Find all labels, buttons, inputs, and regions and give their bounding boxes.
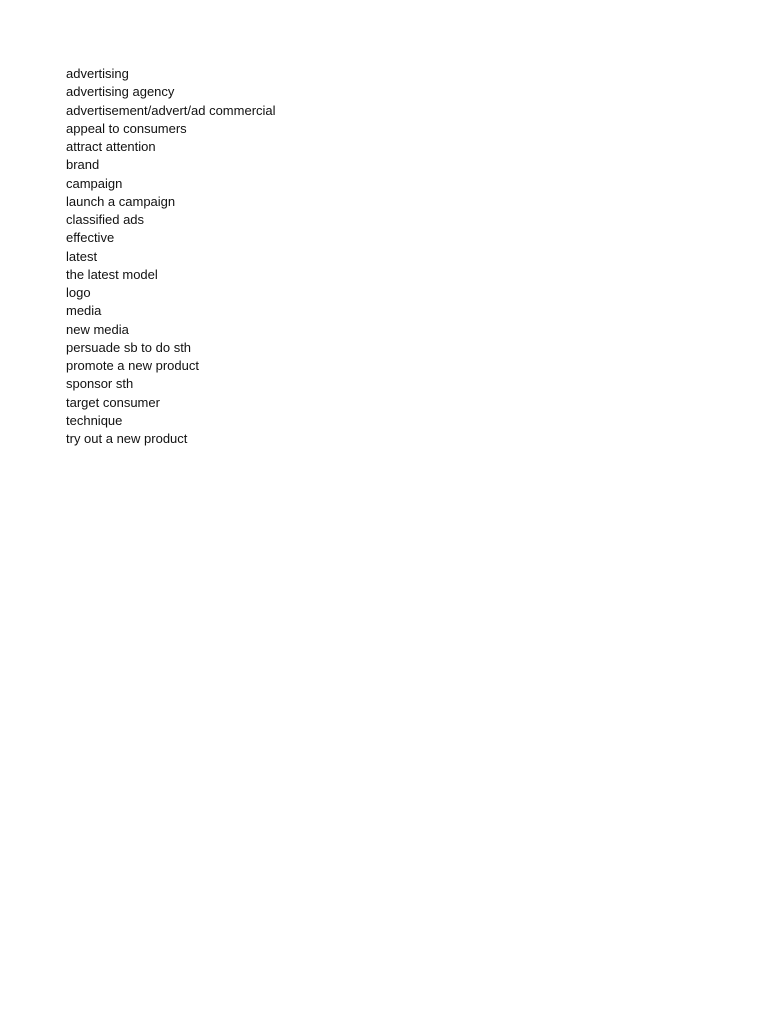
list-item: target consumer [66,394,160,410]
list-item: media [66,303,102,319]
list-item: appeal to consumers [66,120,187,136]
list-item: brand [66,157,100,173]
list-item: new media [66,321,129,337]
list-item: effective [66,230,115,246]
vocabulary-list [66,65,276,448]
list-item: advertisement/advert/ad commercial [66,102,276,118]
list-item: promote a new product [66,358,199,373]
list-item: latest [66,248,98,264]
list-item: campaign [66,175,123,191]
list-item: logo [66,285,91,300]
list-item: advertising agency [66,84,175,100]
list-item: sponsor sth [66,376,134,392]
list-item: the latest model [66,266,158,282]
list-item: persuade sb to do sth [66,339,192,355]
list-item: classified ads [66,212,145,227]
list-item: technique [66,412,123,428]
list-item: attract attention [66,139,156,154]
list-item: try out a new product [66,431,188,446]
list-item: advertising [66,66,129,81]
list-item: launch a campaign [66,193,176,209]
